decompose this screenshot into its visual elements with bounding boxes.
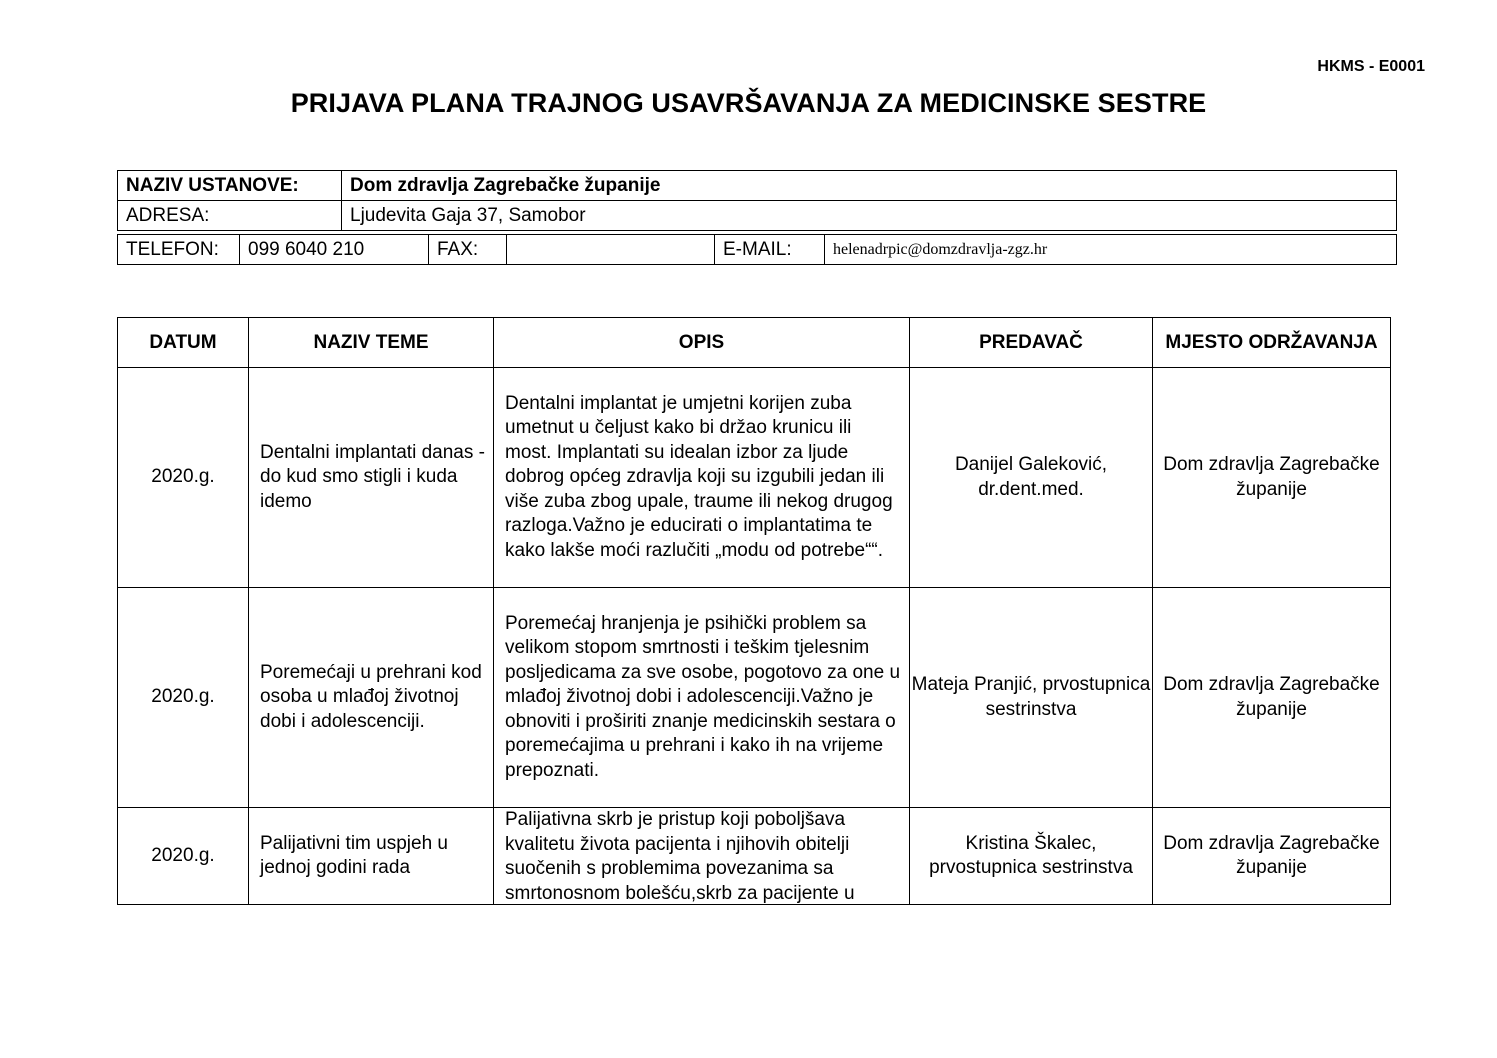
header-lecturer: PREDAVAČ	[910, 318, 1153, 368]
email-value: helenadrpic@domzdravlja-zgz.hr	[825, 235, 1397, 265]
email-label: E-MAIL:	[715, 235, 825, 265]
row-lecturer: Danijel Galeković, dr.dent.med.	[910, 368, 1153, 588]
table-row	[118, 588, 1391, 808]
row-date: 2020.g.	[118, 808, 249, 905]
table-row	[118, 808, 1391, 905]
address-value: Ljudevita Gaja 37, Samobor	[342, 201, 1397, 231]
institution-name-label: NAZIV USTANOVE:	[118, 171, 342, 201]
row-venue: Dom zdravlja Zagrebačke županije	[1153, 808, 1391, 905]
row-topic: Poremećaji u prehrani kod osoba u mlađoj životnoj dobi i adolescenciji.	[249, 588, 494, 808]
institution-name-row	[118, 171, 1397, 201]
institution-info-table	[117, 170, 1397, 231]
row-description: Dentalni implantat je umjetni korijen zuba umetnut u čeljust kako bi držao krunicu ili most. Implantati su idealan izbor za ljude dobrog općeg zdravlja koji su izgubili jedan ili više zuba zbog upale, traume ili nekog drugog razloga.Važno je educirati o implantatima te kako lakše moći razlučiti „modu od potrebe““.	[494, 368, 910, 588]
row-date: 2020.g.	[118, 588, 249, 808]
table-header-row	[118, 318, 1391, 368]
header-topic: NAZIV TEME	[249, 318, 494, 368]
education-plan-table	[117, 317, 1391, 905]
institution-name-value: Dom zdravlja Zagrebačke županije	[342, 171, 1397, 201]
row-lecturer: Kristina Škalec, prvostupnica sestrinstva	[910, 808, 1153, 905]
phone-label: TELEFON:	[118, 235, 240, 265]
table-row	[118, 368, 1391, 588]
phone-value: 099 6040 210	[240, 235, 429, 265]
address-label: ADRESA:	[118, 201, 342, 231]
row-topic: Dentalni implantati danas - do kud smo stigli i kuda idemo	[249, 368, 494, 588]
fax-value	[507, 235, 715, 265]
institution-address-row	[118, 201, 1397, 231]
row-description: Poremećaj hranjenja je psihički problem sa velikom stopom smrtnosti i teškim tjelesnim posljedicama za sve osobe, pogotovo za one u mlađoj životnoj dobi i adolescenciji.Važno je obnoviti i proširiti znanje medicinskih sestara o poremećajima u prehrani i kako ih na vrijeme prepoznati.	[494, 588, 910, 808]
institution-contact-table	[117, 234, 1397, 265]
row-lecturer: Mateja Pranjić, prvostupnica sestrinstva	[910, 588, 1153, 808]
fax-label: FAX:	[429, 235, 507, 265]
header-venue: MJESTO ODRŽAVANJA	[1153, 318, 1391, 368]
contact-row	[118, 235, 1397, 265]
row-topic: Palijativni tim uspjeh u jednoj godini rada	[249, 808, 494, 905]
row-date: 2020.g.	[118, 368, 249, 588]
header-description: OPIS	[494, 318, 910, 368]
row-venue: Dom zdravlja Zagrebačke županije	[1153, 588, 1391, 808]
header-date: DATUM	[118, 318, 249, 368]
row-description-cell	[494, 808, 910, 905]
row-venue: Dom zdravlja Zagrebačke županije	[1153, 368, 1391, 588]
row-description: Palijativna skrb je pristup koji poboljšava kvalitetu života pacijenta i njihovih obitelji suočenih s problemima povezanima sa smrtonosnom bolešću,skrb za pacijente u	[505, 809, 855, 904]
form-code: HKMS - E0001	[1317, 58, 1425, 75]
page-title: PRIJAVA PLANA TRAJNOG USAVRŠAVANJA ZA MEDICINSKE SESTRE	[290, 88, 1207, 118]
